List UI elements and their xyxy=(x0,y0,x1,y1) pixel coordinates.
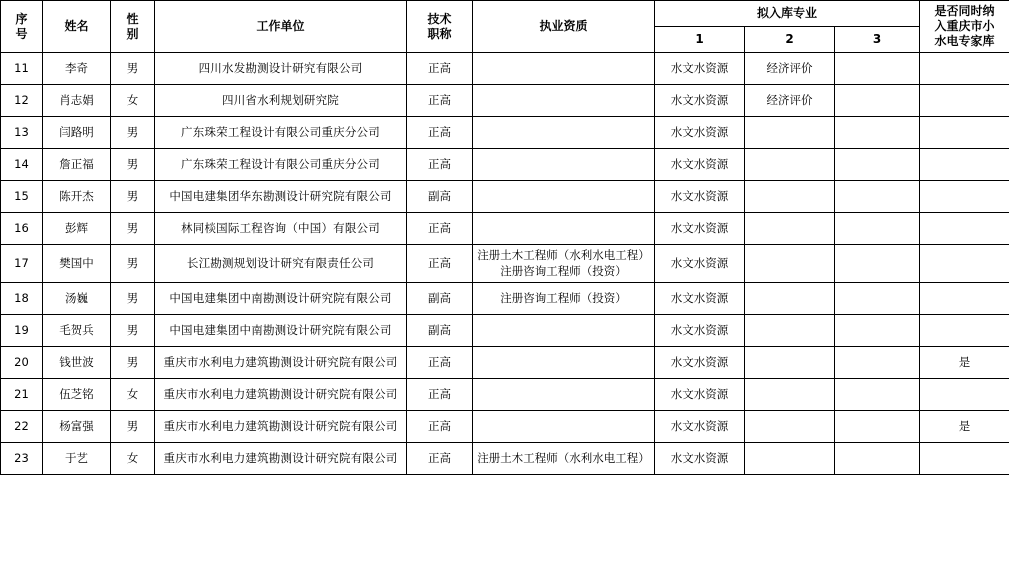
cell-chongqing xyxy=(920,315,1009,347)
cell-unit: 四川省水利规划研究院 xyxy=(155,85,407,117)
cell-unit: 广东珠荣工程设计有限公司重庆分公司 xyxy=(155,117,407,149)
cell-major-1: 水文水资源 xyxy=(655,347,745,379)
cell-major-1: 水文水资源 xyxy=(655,245,745,283)
header-seq-line1: 序 xyxy=(15,11,28,26)
header-title-line1: 技术 xyxy=(427,11,452,26)
cell-seq: 23 xyxy=(1,443,43,475)
cell-major-2 xyxy=(745,379,835,411)
header-chongqing-line3: 水电专家库 xyxy=(934,34,995,48)
cell-major-3 xyxy=(835,181,920,213)
cell-qualification xyxy=(473,149,655,181)
cell-gender: 男 xyxy=(111,213,155,245)
table-row xyxy=(1,85,1009,117)
table-row xyxy=(1,411,1009,443)
cell-seq: 15 xyxy=(1,181,43,213)
cell-gender: 女 xyxy=(111,85,155,117)
cell-major-2 xyxy=(745,245,835,283)
table-row xyxy=(1,53,1009,85)
cell-title: 副高 xyxy=(407,315,473,347)
cell-major-2 xyxy=(745,443,835,475)
cell-title: 副高 xyxy=(407,283,473,315)
cell-gender: 女 xyxy=(111,443,155,475)
header-cell-gender xyxy=(111,1,155,53)
header-cell-qualification: 执业资质 xyxy=(473,1,655,53)
cell-chongqing: 是 xyxy=(920,411,1009,443)
header-cell-seq xyxy=(1,1,43,53)
cell-unit: 中国电建集团华东勘测设计研究院有限公司 xyxy=(155,181,407,213)
cell-seq: 21 xyxy=(1,379,43,411)
cell-major-2 xyxy=(745,213,835,245)
cell-major-1: 水文水资源 xyxy=(655,213,745,245)
cell-unit: 四川水发勘测设计研究有限公司 xyxy=(155,53,407,85)
cell-name: 汤巍 xyxy=(43,283,111,315)
cell-major-3 xyxy=(835,443,920,475)
header-cell-title xyxy=(407,1,473,53)
header-gender-line1: 性 xyxy=(126,11,139,26)
header-cell-major-2: 2 xyxy=(745,27,835,53)
cell-qualification xyxy=(473,379,655,411)
cell-chongqing xyxy=(920,245,1009,283)
cell-seq: 17 xyxy=(1,245,43,283)
cell-name: 杨富强 xyxy=(43,411,111,443)
header-cell-name: 姓名 xyxy=(43,1,111,53)
table-row xyxy=(1,245,1009,283)
cell-unit: 长江勘测规划设计研究有限责任公司 xyxy=(155,245,407,283)
cell-qualification: 注册土木工程师（水利水电工程） xyxy=(473,443,655,475)
cell-chongqing xyxy=(920,443,1009,475)
cell-seq: 16 xyxy=(1,213,43,245)
cell-name: 陈开杰 xyxy=(43,181,111,213)
cell-chongqing xyxy=(920,283,1009,315)
table-header xyxy=(1,1,1009,53)
cell-seq: 12 xyxy=(1,85,43,117)
cell-title: 正高 xyxy=(407,53,473,85)
cell-major-3 xyxy=(835,347,920,379)
cell-gender: 男 xyxy=(111,181,155,213)
cell-title: 副高 xyxy=(407,181,473,213)
table-row xyxy=(1,379,1009,411)
cell-unit: 中国电建集团中南勘测设计研究院有限公司 xyxy=(155,283,407,315)
cell-major-2 xyxy=(745,411,835,443)
cell-major-2 xyxy=(745,283,835,315)
cell-gender: 男 xyxy=(111,149,155,181)
header-gender-line2: 别 xyxy=(126,26,139,41)
table-row xyxy=(1,149,1009,181)
table-row xyxy=(1,315,1009,347)
cell-unit: 重庆市水利电力建筑勘测设计研究院有限公司 xyxy=(155,347,407,379)
cell-gender: 男 xyxy=(111,411,155,443)
header-chongqing-line2: 入重庆市小 xyxy=(934,19,995,33)
cell-gender: 男 xyxy=(111,283,155,315)
header-cell-major-group: 拟入库专业 xyxy=(655,1,920,27)
cell-title: 正高 xyxy=(407,149,473,181)
header-seq-line2: 号 xyxy=(15,26,28,41)
cell-qualification xyxy=(473,85,655,117)
cell-seq: 14 xyxy=(1,149,43,181)
cell-major-1: 水文水资源 xyxy=(655,283,745,315)
cell-major-1: 水文水资源 xyxy=(655,181,745,213)
cell-seq: 18 xyxy=(1,283,43,315)
cell-major-3 xyxy=(835,85,920,117)
cell-major-3 xyxy=(835,411,920,443)
cell-major-3 xyxy=(835,213,920,245)
table-row xyxy=(1,347,1009,379)
table-row xyxy=(1,181,1009,213)
header-row-primary xyxy=(1,1,1009,27)
cell-title: 正高 xyxy=(407,411,473,443)
cell-major-3 xyxy=(835,53,920,85)
cell-major-1: 水文水资源 xyxy=(655,117,745,149)
cell-major-2: 经济评价 xyxy=(745,85,835,117)
cell-chongqing xyxy=(920,181,1009,213)
cell-qualification xyxy=(473,213,655,245)
cell-major-1: 水文水资源 xyxy=(655,53,745,85)
cell-gender: 男 xyxy=(111,245,155,283)
cell-qualification xyxy=(473,53,655,85)
cell-major-1: 水文水资源 xyxy=(655,443,745,475)
cell-title: 正高 xyxy=(407,117,473,149)
cell-gender: 男 xyxy=(111,53,155,85)
cell-gender: 女 xyxy=(111,379,155,411)
cell-unit: 广东珠荣工程设计有限公司重庆分公司 xyxy=(155,149,407,181)
cell-chongqing xyxy=(920,213,1009,245)
cell-name: 伍芝铭 xyxy=(43,379,111,411)
cell-major-3 xyxy=(835,315,920,347)
cell-seq: 11 xyxy=(1,53,43,85)
cell-major-1: 水文水资源 xyxy=(655,149,745,181)
cell-chongqing xyxy=(920,379,1009,411)
cell-chongqing xyxy=(920,149,1009,181)
cell-unit: 林同棪国际工程咨询（中国）有限公司 xyxy=(155,213,407,245)
cell-major-2 xyxy=(745,347,835,379)
cell-unit: 重庆市水利电力建筑勘测设计研究院有限公司 xyxy=(155,379,407,411)
cell-title: 正高 xyxy=(407,443,473,475)
cell-major-1: 水文水资源 xyxy=(655,379,745,411)
cell-major-2 xyxy=(745,149,835,181)
table-row xyxy=(1,443,1009,475)
cell-major-2 xyxy=(745,117,835,149)
cell-name: 于艺 xyxy=(43,443,111,475)
cell-gender: 男 xyxy=(111,347,155,379)
cell-unit: 重庆市水利电力建筑勘测设计研究院有限公司 xyxy=(155,443,407,475)
cell-gender: 男 xyxy=(111,315,155,347)
cell-name: 李奇 xyxy=(43,53,111,85)
cell-title: 正高 xyxy=(407,347,473,379)
cell-chongqing xyxy=(920,85,1009,117)
cell-qualification xyxy=(473,347,655,379)
header-cell-chongqing xyxy=(920,1,1009,53)
cell-name: 钱世波 xyxy=(43,347,111,379)
cell-unit: 中国电建集团中南勘测设计研究院有限公司 xyxy=(155,315,407,347)
cell-major-1: 水文水资源 xyxy=(655,411,745,443)
table-row xyxy=(1,283,1009,315)
cell-name: 肖志娟 xyxy=(43,85,111,117)
cell-name: 詹正福 xyxy=(43,149,111,181)
cell-seq: 13 xyxy=(1,117,43,149)
cell-major-3 xyxy=(835,283,920,315)
cell-chongqing xyxy=(920,53,1009,85)
cell-name: 毛贺兵 xyxy=(43,315,111,347)
table-row xyxy=(1,117,1009,149)
cell-qualification: 注册咨询工程师（投资） xyxy=(473,283,655,315)
cell-title: 正高 xyxy=(407,85,473,117)
header-title-line2: 职称 xyxy=(427,26,452,41)
header-cell-major-3: 3 xyxy=(835,27,920,53)
cell-qualification xyxy=(473,181,655,213)
cell-major-1: 水文水资源 xyxy=(655,85,745,117)
cell-qualification xyxy=(473,117,655,149)
header-cell-major-1: 1 xyxy=(655,27,745,53)
cell-title: 正高 xyxy=(407,379,473,411)
cell-major-3 xyxy=(835,117,920,149)
cell-major-3 xyxy=(835,379,920,411)
cell-chongqing xyxy=(920,117,1009,149)
table-body xyxy=(1,53,1009,475)
cell-qualification xyxy=(473,315,655,347)
cell-seq: 20 xyxy=(1,347,43,379)
cell-unit: 重庆市水利电力建筑勘测设计研究院有限公司 xyxy=(155,411,407,443)
cell-qualification xyxy=(473,411,655,443)
cell-major-2: 经济评价 xyxy=(745,53,835,85)
cell-name: 樊国中 xyxy=(43,245,111,283)
cell-name: 闫路明 xyxy=(43,117,111,149)
cell-major-2 xyxy=(745,315,835,347)
header-cell-unit: 工作单位 xyxy=(155,1,407,53)
cell-major-3 xyxy=(835,245,920,283)
cell-seq: 22 xyxy=(1,411,43,443)
cell-qualification: 注册土木工程师（水利水电工程） 注册咨询工程师（投资） xyxy=(473,245,655,283)
header-chongqing-line1: 是否同时纳 xyxy=(934,4,995,18)
cell-chongqing: 是 xyxy=(920,347,1009,379)
cell-seq: 19 xyxy=(1,315,43,347)
cell-name: 彭辉 xyxy=(43,213,111,245)
cell-title: 正高 xyxy=(407,245,473,283)
table-row xyxy=(1,213,1009,245)
cell-major-2 xyxy=(745,181,835,213)
cell-gender: 男 xyxy=(111,117,155,149)
cell-major-1: 水文水资源 xyxy=(655,315,745,347)
cell-title: 正高 xyxy=(407,213,473,245)
cell-major-3 xyxy=(835,149,920,181)
